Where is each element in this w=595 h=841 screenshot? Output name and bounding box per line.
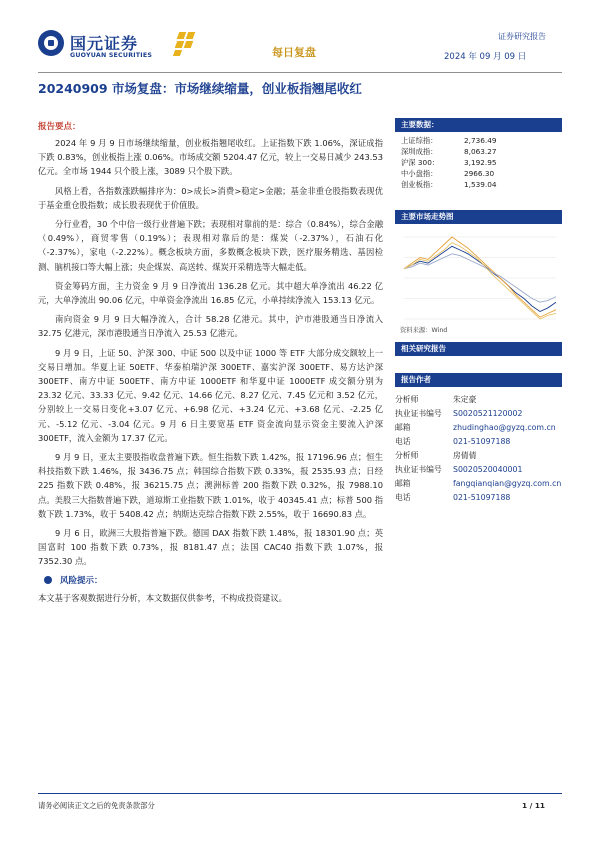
- main-data-row: [395, 146, 562, 157]
- main-data-value: 2,736.49: [464, 136, 497, 145]
- main-data-table: [395, 135, 562, 190]
- paragraph-industry: 分行业看，30 个中信一级行业普遍下跌；表现相对靠前的是：综合（0.84%），综合金融（0.49%），商贸零售（0.19%）；表现相对靠后的是：煤炭（-2.37%），石油石化（-2.37%），家电（-2.22%）。概念板块方面，多数概念板块下跌，医疗服务精选、基因检测、脑机接口等大幅上涨；央企煤炭、高送转、煤炭开采精选等大幅走低。: [38, 219, 383, 272]
- paragraph-capital-flow: 资金筹码方面，主力资金 9 月 9 日净流出 136.28 亿元。其中超大单净流出 46.22 亿元，大单净流出 90.06 亿元，中单资金净流出 16.85 亿元，小单持续净流入 153.13 亿元。: [38, 280, 383, 306]
- footer-divider: [38, 793, 562, 794]
- logo-name-cn: 国元证券: [70, 34, 139, 53]
- main-data-value: 1,539.04: [464, 180, 497, 189]
- risk-text: 本文基于客观数据进行分析，本文数据仅供参考，不构成投资建议。: [38, 592, 287, 603]
- author-field-value: 021-51097188: [453, 492, 511, 502]
- paragraph-style: 风格上看，各指数涨跌幅排序为：0>成长>消费>稳定>金融；基金非重仓股指数表现优于基金重仓股指数；成长股表现优于价值股。: [38, 185, 383, 210]
- author-row: [395, 462, 562, 476]
- main-content: [38, 118, 383, 604]
- author-row: [395, 434, 562, 448]
- author-field-value: 房倩倩: [453, 450, 477, 460]
- main-data-row: [395, 157, 562, 168]
- main-data-value: 3,192.95: [464, 158, 497, 167]
- author-row: [395, 420, 562, 434]
- paragraph-southbound: 南向资金 9 月 9 日大幅净流入，合计 58.28 亿港元。其中，沪市港股通当日净流入 32.75 亿港元，深市港股通当日净流入 25.53 亿港元。: [38, 314, 383, 339]
- author-field-label: 邮箱: [395, 478, 411, 488]
- author-field-label: 电话: [395, 492, 411, 502]
- main-data-label: 深圳成指：: [401, 146, 438, 156]
- logo-circle-icon: [38, 30, 64, 56]
- author-row: [395, 448, 562, 462]
- report-category: 证券研究报告: [498, 32, 546, 41]
- author-heading: 报告作者: [395, 373, 562, 387]
- chart-panel: [395, 210, 562, 224]
- author-row: [395, 406, 562, 420]
- main-data-panel: [395, 118, 562, 190]
- logo-name-en: GUOYUAN SECURITIES: [70, 52, 153, 59]
- logo-mark-icon: [174, 32, 196, 56]
- author-panel: [395, 373, 562, 504]
- chart-series-line-1: [404, 246, 556, 311]
- risk-heading: [38, 574, 383, 586]
- report-type: 每日复盘: [272, 46, 316, 59]
- author-field-value[interactable]: fangqianqian@gyzq.com.cn: [453, 478, 562, 488]
- page-header: [0, 0, 595, 72]
- author-field-label: 电话: [395, 436, 411, 446]
- author-row: [395, 476, 562, 490]
- author-field-value: 021-51097188: [453, 436, 511, 446]
- company-logo: [38, 30, 198, 66]
- main-data-heading: 主要数据：: [395, 118, 562, 132]
- paragraph-asia-us: 9 月 9 日，亚太主要股指收盘普遍下跌。恒生指数下跌 1.42%，报 17196.96 点；恒生科技指数下跌 1.46%，报 3436.75 点；韩国综合指数下跌 0.33%，报 2535.93 点；日经 225 指数下跌 0.48%，报 36215.75 点；澳洲标普 200 指数下跌 0.32%，报 7988.10 点。美股三大指数普遍下跌，道琼斯工业指数下跌 1.01%，收于 40345.41 点；标普 500 指数下跌 1.73%，收于 5408.42 点；纳斯达克综合指数下跌 2.55%，收于 16690.83 点。: [38, 452, 383, 519]
- report-title: 20240909 市场复盘：市场继续缩量，创业板指翘尾收红: [38, 81, 362, 96]
- author-field-value: 朱定豪: [453, 394, 477, 404]
- author-row: [395, 490, 562, 504]
- paragraph-europe: 9 月 6 日，欧洲三大股指普遍下跌。德国 DAX 指数下跌 1.48%，报 18301.90 点；英国富时 100 指数下跌 0.73%，报 8181.47 点；法国 CAC40 指数下跌 1.07%，报 7352.30 点。: [38, 528, 383, 567]
- footer-disclaimer: 请务必阅读正文之后的免责条款部分: [38, 801, 155, 810]
- page-number: 1 / 11: [522, 801, 545, 810]
- report-date: 2024 年 09 月 09 日: [444, 52, 527, 62]
- author-field-label: 分析师: [395, 394, 419, 404]
- title-divider: [38, 72, 562, 73]
- author-field-value[interactable]: zhudinghao@gyzq.com.cn: [453, 422, 556, 432]
- author-field-label: 邮箱: [395, 422, 411, 432]
- chart-source: 资料来源：Wind: [400, 327, 448, 334]
- author-table: [395, 392, 562, 504]
- paragraph-market-summary: 2024 年 9 月 9 日市场继续缩量，创业板指翘尾收红。上证指数下跌 1.06%，深证成指下跌 0.83%，创业板指上涨 0.06%。市场成交额 5204.47 亿元，较上一交易日减少 243.53 亿元。全市场 1944 只个股上涨，3089 只个股下跌。: [38, 138, 383, 177]
- author-field-value: S0020521120002: [453, 408, 523, 418]
- chart-series-line-2: [404, 237, 556, 317]
- author-field-label: 分析师: [395, 450, 419, 460]
- author-row: [395, 392, 562, 406]
- paragraph-etf: 9 月 9 日，上证 50、沪深 300、中证 500 以及中证 1000 等 ETF 大部分成交额较上一交易日增加。华夏上证 50ETF、华泰柏瑞沪深 300ETF、嘉实沪深 300ETF、易方达沪深 300ETF、南方中证 500ETF、南方中证 1000ETF 和华夏中证 1000ETF 成交额分别为 23.32 亿元、33.33 亿元、9.42 亿元、14.66 亿元、8.27 亿元、7.45 亿元和 3.52 亿元，分别较上一交易日变化+3.07 亿元、+6.98 亿元、+3.24 亿元、+3.68 亿元、-2.25 亿元、-5.12 亿元、-3.04 亿元。9 月 6 日主要宽基 ETF 资金流向显示资金主要流入沪深 300ETF，流入金额为 17.37 亿元。: [38, 347, 383, 443]
- main-data-label: 上证综指：: [401, 135, 438, 145]
- chart-series-line-4: [404, 243, 556, 319]
- main-data-value: 8,063.27: [464, 147, 497, 156]
- related-reports-heading: 相关研究报告: [395, 342, 562, 356]
- main-data-row: [395, 135, 562, 146]
- main-data-value: 2966.30: [464, 169, 495, 178]
- author-field-label: 执业证书编号: [395, 408, 442, 418]
- bullet-icon: [44, 576, 52, 584]
- related-reports-panel: [395, 342, 562, 356]
- section-heading: 报告要点：: [38, 122, 81, 132]
- main-data-row: [395, 168, 562, 179]
- main-data-row: [395, 179, 562, 190]
- chart-heading: 主要市场走势图: [395, 210, 562, 224]
- main-data-label: 沪深 300：: [401, 157, 440, 167]
- author-field-value: S0020520040001: [453, 464, 523, 474]
- author-field-label: 执业证书编号: [395, 464, 442, 474]
- risk-heading-label: 风险提示：: [60, 575, 103, 586]
- market-trend-chart: [400, 233, 560, 323]
- main-data-label: 创业板指：: [401, 179, 438, 189]
- main-data-label: 中小盘指：: [401, 168, 438, 178]
